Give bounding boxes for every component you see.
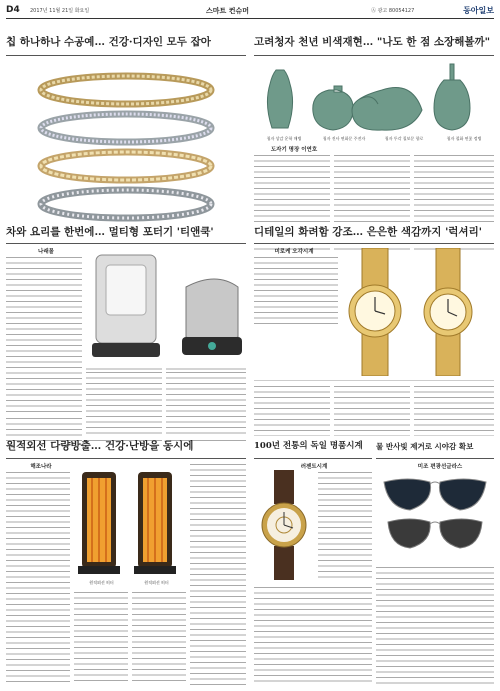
article-5-headline: 원적외선 다량방출… 건강·난방을 동시에 bbox=[6, 440, 194, 452]
article-5-body-col2 bbox=[74, 590, 128, 685]
article-5-body-col4 bbox=[190, 462, 246, 685]
watch-photo bbox=[340, 248, 494, 376]
article-7-byline: 미조 편광선글라스 bbox=[417, 464, 463, 470]
section-title: 스마트 컨슈머 bbox=[206, 7, 250, 15]
article-5-byline: 해조나라 bbox=[30, 464, 52, 470]
divider bbox=[6, 458, 246, 459]
divider bbox=[254, 458, 372, 459]
article-6-intro bbox=[318, 470, 372, 580]
article-1-headline: 칩 하나하나 수공예… 건강·디자인 모두 잡아 bbox=[6, 36, 211, 48]
divider bbox=[254, 55, 494, 56]
article-3-body-col3 bbox=[166, 370, 246, 436]
article-3-body-col1 bbox=[6, 255, 82, 415]
article-6-headline: 100년 전통의 독일 명품시계 bbox=[254, 441, 363, 451]
page-number: D4 bbox=[6, 5, 20, 15]
article-7-headline: 물 반사빛 제거로 시야감 확보 bbox=[376, 442, 474, 451]
article-4-body-col2 bbox=[334, 384, 410, 436]
divider bbox=[6, 243, 246, 244]
divider bbox=[254, 243, 494, 244]
article-4-byline: 미로케 오각시계 bbox=[274, 249, 314, 255]
article-4-body-col3 bbox=[414, 384, 494, 436]
article-3-byline: 나래몰 bbox=[38, 249, 54, 255]
heater-caption-2: 원적외선 히터 bbox=[144, 580, 169, 585]
divider bbox=[6, 55, 246, 56]
article-6-byline: 러젠트시계 bbox=[300, 464, 328, 470]
article-4-headline: 디테일의 화려함 강조… 은은한 색감까지 '럭셔리' bbox=[254, 226, 494, 239]
german-watch-photo bbox=[254, 470, 314, 580]
celadon-caption-1: 청자 상감 운학 매병 bbox=[266, 136, 302, 141]
ad-note: Ⓐ 광고 80054127 bbox=[371, 8, 415, 14]
heater-caption-1: 원적외선 히터 bbox=[89, 580, 114, 585]
article-4-intro bbox=[254, 255, 338, 325]
article-3-headline: 차와 요리를 한번에… 멀티형 포터기 '티앤쿡' bbox=[6, 226, 246, 239]
article-5-body-col1 bbox=[6, 470, 70, 685]
article-2-byline: 도자기 명장 이연호 bbox=[270, 147, 318, 153]
celadon-caption-4: 청자 철화 연꽃 정병 bbox=[446, 136, 482, 141]
sunglasses-photo bbox=[376, 470, 494, 560]
article-5-body-col3 bbox=[132, 590, 186, 685]
article-4-body-col1 bbox=[254, 384, 330, 436]
issue-date: 2017년 11월 21일 화요일 bbox=[30, 8, 90, 14]
newspaper-logo: 동아일보 bbox=[463, 6, 494, 15]
page-header bbox=[6, 3, 494, 19]
celadon-caption-2: 청자 진사 연화문 주전자 bbox=[322, 136, 366, 141]
kettle-photo bbox=[86, 247, 246, 367]
article-3-body-col2 bbox=[86, 370, 162, 436]
article-2-headline: 고려청자 천년 비색재현… "나도 한 점 소장해볼까" bbox=[254, 36, 491, 48]
divider bbox=[376, 458, 494, 459]
article-6-body bbox=[254, 585, 372, 685]
celadon-caption-3: 청자 투각 칠보문 향로 bbox=[384, 136, 424, 141]
article-7-body bbox=[376, 565, 494, 685]
celadon-photo bbox=[254, 60, 494, 140]
heater-photo bbox=[74, 462, 184, 582]
